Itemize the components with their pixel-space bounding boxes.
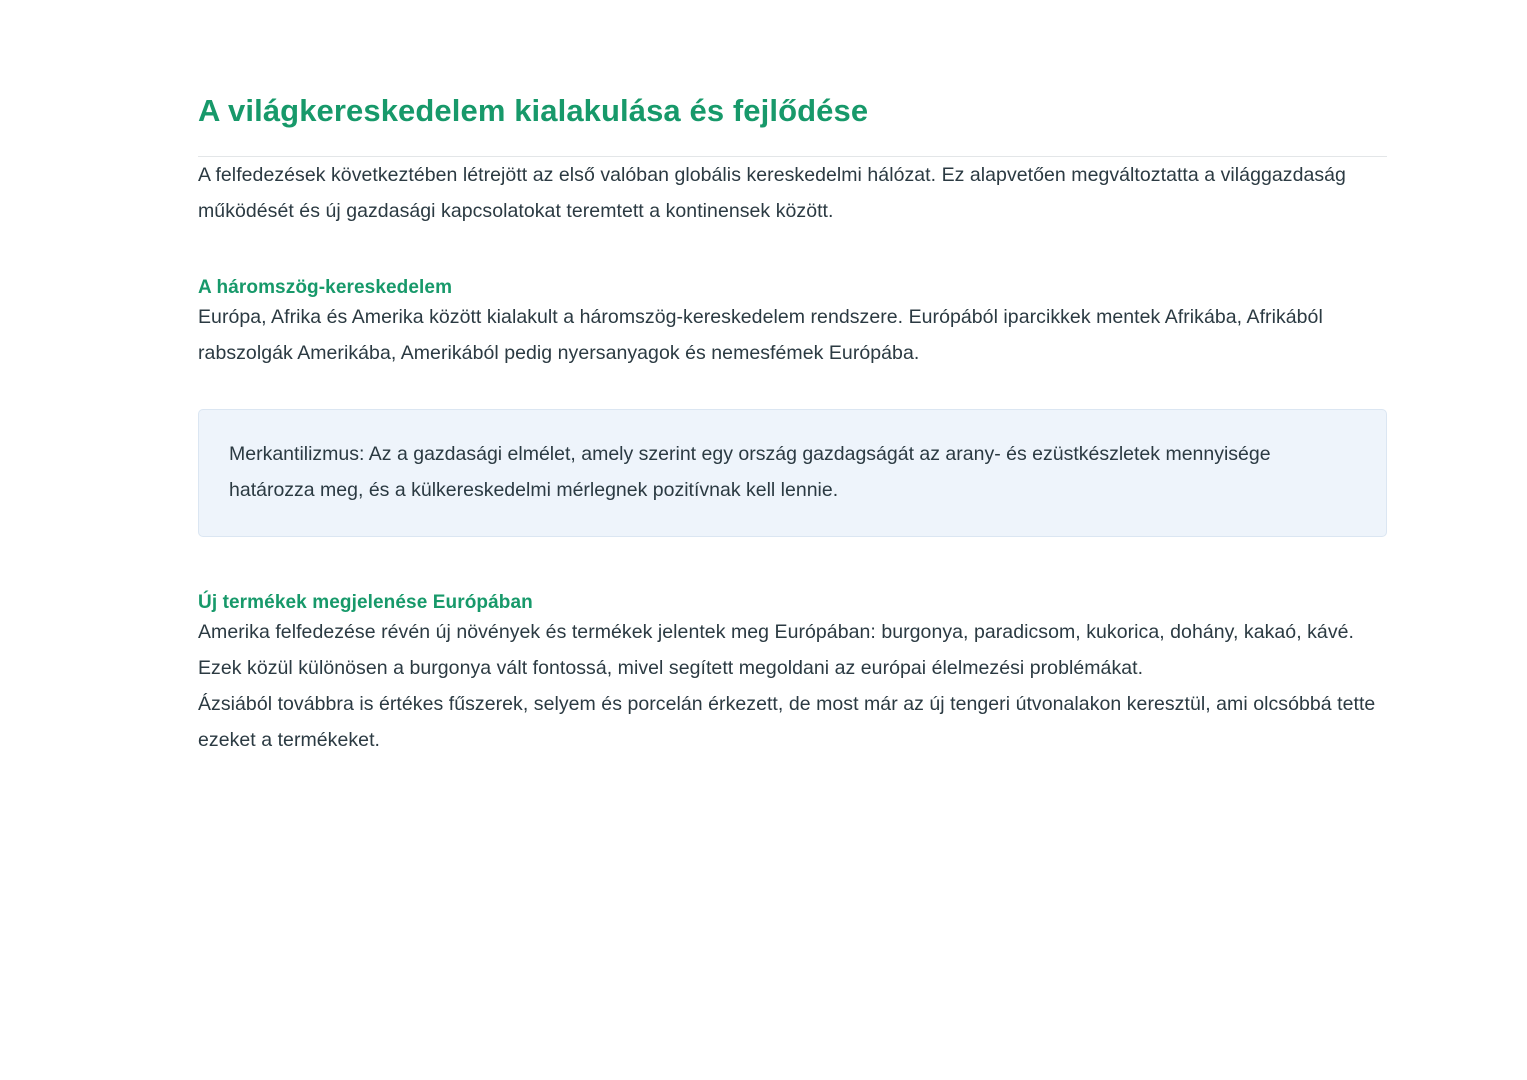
intro-paragraph: A felfedezések következtében létrejött az első valóban globális kereskedelmi hálózat. Ez alapvetően megváltoztatta a világgazdaság működését és új gazdasági kapcsolatokat teremtett a kontinensek között.	[198, 163, 1346, 222]
definition-callout-text: Merkantilizmus: Az a gazdasági elmélet, amely szerint egy ország gazdagságát az arany- és ezüstkészletek mennyisége határozza meg, és a külkereskedelmi mérlegnek pozitívnak kell lennie.	[229, 443, 1271, 502]
section-paragraph-asia-trade: Ázsiából továbbra is értékes fűszerek, selyem és porcelán érkezett, de most már az új tengeri útvonalakon keresztül, ami olcsóbbá tette ezeket a termékeket.	[198, 693, 1376, 752]
article-content	[198, 92, 1387, 758]
section-heading-new-products: Új termékek megjelenése Európában	[198, 592, 533, 614]
section-paragraph-triangular-trade: Európa, Afrika és Amerika között kialakult a háromszög-kereskedelem rendszere. Európából iparcikkek mentek Afrikába, Afrikából rabszolgák Amerikába, Amerikából pedig nyersanyagok és nemesfémek Európába.	[198, 305, 1323, 364]
section-heading-triangular-trade: A háromszög-kereskedelem	[198, 276, 453, 298]
section-paragraph-new-products: Amerika felfedezése révén új növények és termékek jelentek meg Európában: burgonya, paradicsom, kukorica, dohány, kakaó, kávé. Ezek közül különösen a burgonya vált fontossá, mivel segített megoldani az európai élelmezési problémákat.	[198, 621, 1354, 680]
page-title: A világkereskedelem kialakulása és fejlődése	[198, 93, 869, 128]
definition-callout	[198, 409, 1387, 537]
